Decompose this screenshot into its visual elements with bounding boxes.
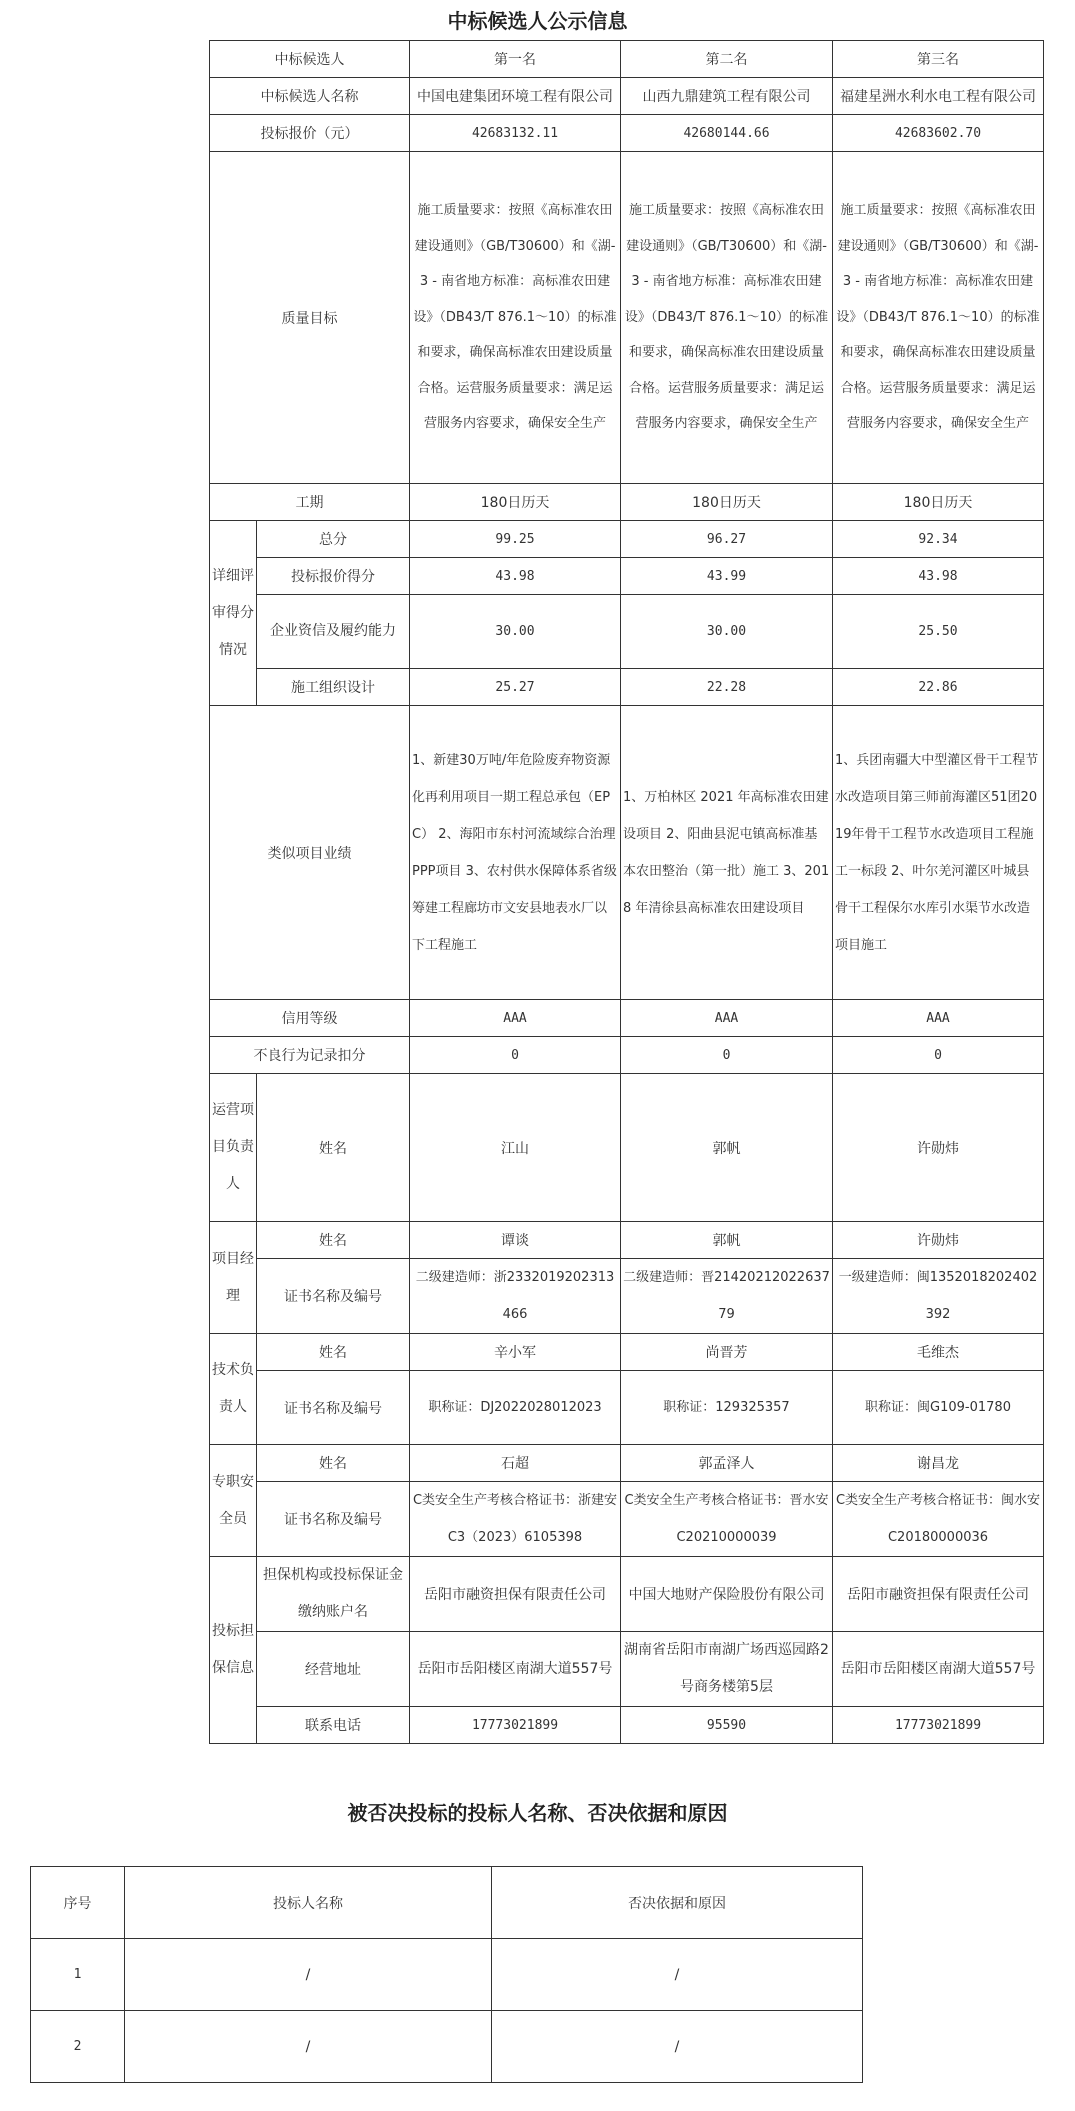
guarantee-org-2: 中国大地财产保险股份有限公司: [621, 1557, 833, 1632]
table-row: [210, 1259, 1044, 1334]
row-label: 担保机构或投标保证金缴纳账户名: [257, 1557, 410, 1632]
table-row: [210, 1334, 1044, 1371]
qualification-score-2: 30.00: [621, 595, 833, 669]
credit-1: AAA: [410, 1000, 621, 1037]
price-score-3: 43.98: [833, 558, 1044, 595]
header-rank-3: 第三名: [833, 41, 1044, 78]
table-row: [210, 669, 1044, 706]
bad-record-1: 0: [410, 1037, 621, 1074]
tech-lead-cert-1: 职称证：DJ2022028012023: [410, 1371, 621, 1445]
design-score-1: 25.27: [410, 669, 621, 706]
guarantee-phone-2: 95590: [621, 1707, 833, 1744]
rejected-bidders-table: [30, 1866, 863, 2083]
guarantee-address-1: 岳阳市岳阳楼区南湖大道557号: [410, 1632, 621, 1707]
table-row: [210, 1037, 1044, 1074]
table-row: [210, 595, 1044, 669]
row-label: 工期: [210, 484, 410, 521]
table-row: [210, 1632, 1044, 1707]
row-label: 投标报价得分: [257, 558, 410, 595]
tech-lead-cert-2: 职称证：129325357: [621, 1371, 833, 1445]
ops-manager-name-2: 郭帆: [621, 1074, 833, 1222]
table-row: [210, 521, 1044, 558]
row-label: 信用等级: [210, 1000, 410, 1037]
row-label: 联系电话: [257, 1707, 410, 1744]
safety-name-1: 石超: [410, 1445, 621, 1482]
total-score-1: 99.25: [410, 521, 621, 558]
tech-lead-name-3: 毛维杰: [833, 1334, 1044, 1371]
table-row: [31, 1939, 863, 2011]
group-label-tech-lead: 技术负责人: [210, 1334, 257, 1445]
similar-projects-2: 1、万柏林区 2021 年高标准农田建设项目 2、阳曲县泥屯镇高标准基本农田整治（第一批）施工 3、2018 年清徐县高标准农田建设项目: [621, 706, 833, 1000]
table-row: [210, 1482, 1044, 1557]
safety-cert-2: C类安全生产考核合格证书：晋水安C20210000039: [621, 1482, 833, 1557]
bid-price-3: 42683602.70: [833, 115, 1044, 152]
pm-name-3: 许勋炜: [833, 1222, 1044, 1259]
candidate-name-3: 福建星洲水利水电工程有限公司: [833, 78, 1044, 115]
row-label: 姓名: [257, 1334, 410, 1371]
similar-projects-1: 1、新建30万吨/年危险废弃物资源化再利用项目一期工程总承包（EPC） 2、海阳市东村河流域综合治理PPP项目 3、农村供水保障体系省级筹建工程廊坊市文安县地表水厂以下工程施工: [410, 706, 621, 1000]
period-2: 180日历天: [621, 484, 833, 521]
group-label-guarantee: 投标担保信息: [210, 1557, 257, 1744]
table-row: [31, 2011, 863, 2083]
safety-name-3: 谢昌龙: [833, 1445, 1044, 1482]
qualification-score-1: 30.00: [410, 595, 621, 669]
pm-cert-3: 一级建造师：闽1352018202402392: [833, 1259, 1044, 1334]
pm-name-1: 谭谈: [410, 1222, 621, 1259]
group-label-ops-manager: 运营项目负责人: [210, 1074, 257, 1222]
guarantee-phone-1: 17773021899: [410, 1707, 621, 1744]
table-row: [210, 484, 1044, 521]
bid-price-1: 42683132.11: [410, 115, 621, 152]
row-no: 2: [31, 2011, 125, 2083]
table-row: [210, 1371, 1044, 1445]
section-title: 被否决投标的投标人名称、否决依据和原因: [347, 1801, 728, 1825]
safety-name-2: 郭孟泽人: [621, 1445, 833, 1482]
table-row: [210, 115, 1044, 152]
row-label: 投标报价（元）: [210, 115, 410, 152]
price-score-2: 43.99: [621, 558, 833, 595]
guarantee-address-3: 岳阳市岳阳楼区南湖大道557号: [833, 1632, 1044, 1707]
credit-3: AAA: [833, 1000, 1044, 1037]
ops-manager-name-1: 江山: [410, 1074, 621, 1222]
guarantee-phone-3: 17773021899: [833, 1707, 1044, 1744]
design-score-2: 22.28: [621, 669, 833, 706]
bad-record-3: 0: [833, 1037, 1044, 1074]
guarantee-address-2: 湖南省岳阳市南湖广场西巡园路2号商务楼第5层: [621, 1632, 833, 1707]
table-row: [210, 1074, 1044, 1222]
period-1: 180日历天: [410, 484, 621, 521]
header-label-cell: 中标候选人: [210, 41, 410, 78]
row-label: 企业资信及履约能力: [257, 595, 410, 669]
price-score-1: 43.98: [410, 558, 621, 595]
design-score-3: 22.86: [833, 669, 1044, 706]
row-label: 类似项目业绩: [210, 706, 410, 1000]
table-row: [210, 706, 1044, 1000]
header-no: 序号: [31, 1867, 125, 1939]
row-label: 姓名: [257, 1222, 410, 1259]
total-score-2: 96.27: [621, 521, 833, 558]
quality-target-3: 施工质量要求：按照《高标准农田建设通则》（GB/T30600）和《湖- 3 - 南省地方标准：高标准农田建设》（DB43/T 876.1～10）的标准和要求，确保高标准农田建设质量合格。运营服务质量要求：满足运营服务内容要求，确保安全生产: [833, 152, 1044, 484]
row-bidder-name: /: [125, 2011, 492, 2083]
row-label: 总分: [257, 521, 410, 558]
tech-lead-name-2: 尚晋芳: [621, 1334, 833, 1371]
ops-manager-name-3: 许勋炜: [833, 1074, 1044, 1222]
header-reason: 否决依据和原因: [492, 1867, 863, 1939]
period-3: 180日历天: [833, 484, 1044, 521]
table-row: [210, 1557, 1044, 1632]
group-label-safety: 专职安全员: [210, 1445, 257, 1557]
safety-cert-3: C类安全生产考核合格证书：闽水安C20180000036: [833, 1482, 1044, 1557]
header-rank-2: 第二名: [621, 41, 833, 78]
candidate-name-2: 山西九鼎建筑工程有限公司: [621, 78, 833, 115]
guarantee-org-3: 岳阳市融资担保有限责任公司: [833, 1557, 1044, 1632]
row-label: 施工组织设计: [257, 669, 410, 706]
row-bidder-name: /: [125, 1939, 492, 2011]
safety-cert-1: C类安全生产考核合格证书：浙建安C3（2023）6105398: [410, 1482, 621, 1557]
guarantee-org-1: 岳阳市融资担保有限责任公司: [410, 1557, 621, 1632]
row-label: 经营地址: [257, 1632, 410, 1707]
row-label: 证书名称及编号: [257, 1259, 410, 1334]
pm-cert-1: 二级建造师：浙2332019202313466: [410, 1259, 621, 1334]
similar-projects-3: 1、兵团南疆大中型灌区骨干工程节水改造项目第三师前海灌区51团2019年骨干工程节水改造项目工程施工一标段 2、叶尔羌河灌区叶城县骨干工程保尔水库引水渠节水改造项目施工: [833, 706, 1044, 1000]
row-label: 姓名: [257, 1074, 410, 1222]
bad-record-2: 0: [621, 1037, 833, 1074]
tech-lead-name-1: 辛小军: [410, 1334, 621, 1371]
table-row: [210, 152, 1044, 484]
group-label-eval: 详细评审得分情况: [210, 521, 257, 706]
table-row: [210, 1000, 1044, 1037]
tech-lead-cert-3: 职称证：闽G109-01780: [833, 1371, 1044, 1445]
candidates-table: [209, 40, 1044, 1744]
pm-cert-2: 二级建造师：晋2142021202263779: [621, 1259, 833, 1334]
row-no: 1: [31, 1939, 125, 2011]
bid-price-2: 42680144.66: [621, 115, 833, 152]
row-label: 姓名: [257, 1445, 410, 1482]
table-row: [210, 1222, 1044, 1259]
table-row: [210, 1707, 1044, 1744]
group-label-project-manager: 项目经理: [210, 1222, 257, 1334]
header-bidder-name: 投标人名称: [125, 1867, 492, 1939]
header-rank-1: 第一名: [410, 41, 621, 78]
row-label: 证书名称及编号: [257, 1482, 410, 1557]
candidate-name-1: 中国电建集团环境工程有限公司: [410, 78, 621, 115]
total-score-3: 92.34: [833, 521, 1044, 558]
row-label: 证书名称及编号: [257, 1371, 410, 1445]
table-header-row: [31, 1867, 863, 1939]
row-reason: /: [492, 1939, 863, 2011]
credit-2: AAA: [621, 1000, 833, 1037]
table-row: [210, 41, 1044, 78]
quality-target-1: 施工质量要求：按照《高标准农田建设通则》（GB/T30600）和《湖- 3 - 南省地方标准：高标准农田建设》（DB43/T 876.1～10）的标准和要求，确保高标准农田建设质量合格。运营服务质量要求：满足运营服务内容要求，确保安全生产: [410, 152, 621, 484]
row-label: 中标候选人名称: [210, 78, 410, 115]
row-label: 质量目标: [210, 152, 410, 484]
pm-name-2: 郭帆: [621, 1222, 833, 1259]
page-title: 中标候选人公示信息: [447, 9, 628, 33]
row-label: 不良行为记录扣分: [210, 1037, 410, 1074]
qualification-score-3: 25.50: [833, 595, 1044, 669]
table-row: [210, 78, 1044, 115]
row-reason: /: [492, 2011, 863, 2083]
table-row: [210, 558, 1044, 595]
quality-target-2: 施工质量要求：按照《高标准农田建设通则》（GB/T30600）和《湖- 3 - 南省地方标准：高标准农田建设》（DB43/T 876.1～10）的标准和要求，确保高标准农田建设质量合格。运营服务质量要求：满足运营服务内容要求，确保安全生产: [621, 152, 833, 484]
table-row: [210, 1445, 1044, 1482]
